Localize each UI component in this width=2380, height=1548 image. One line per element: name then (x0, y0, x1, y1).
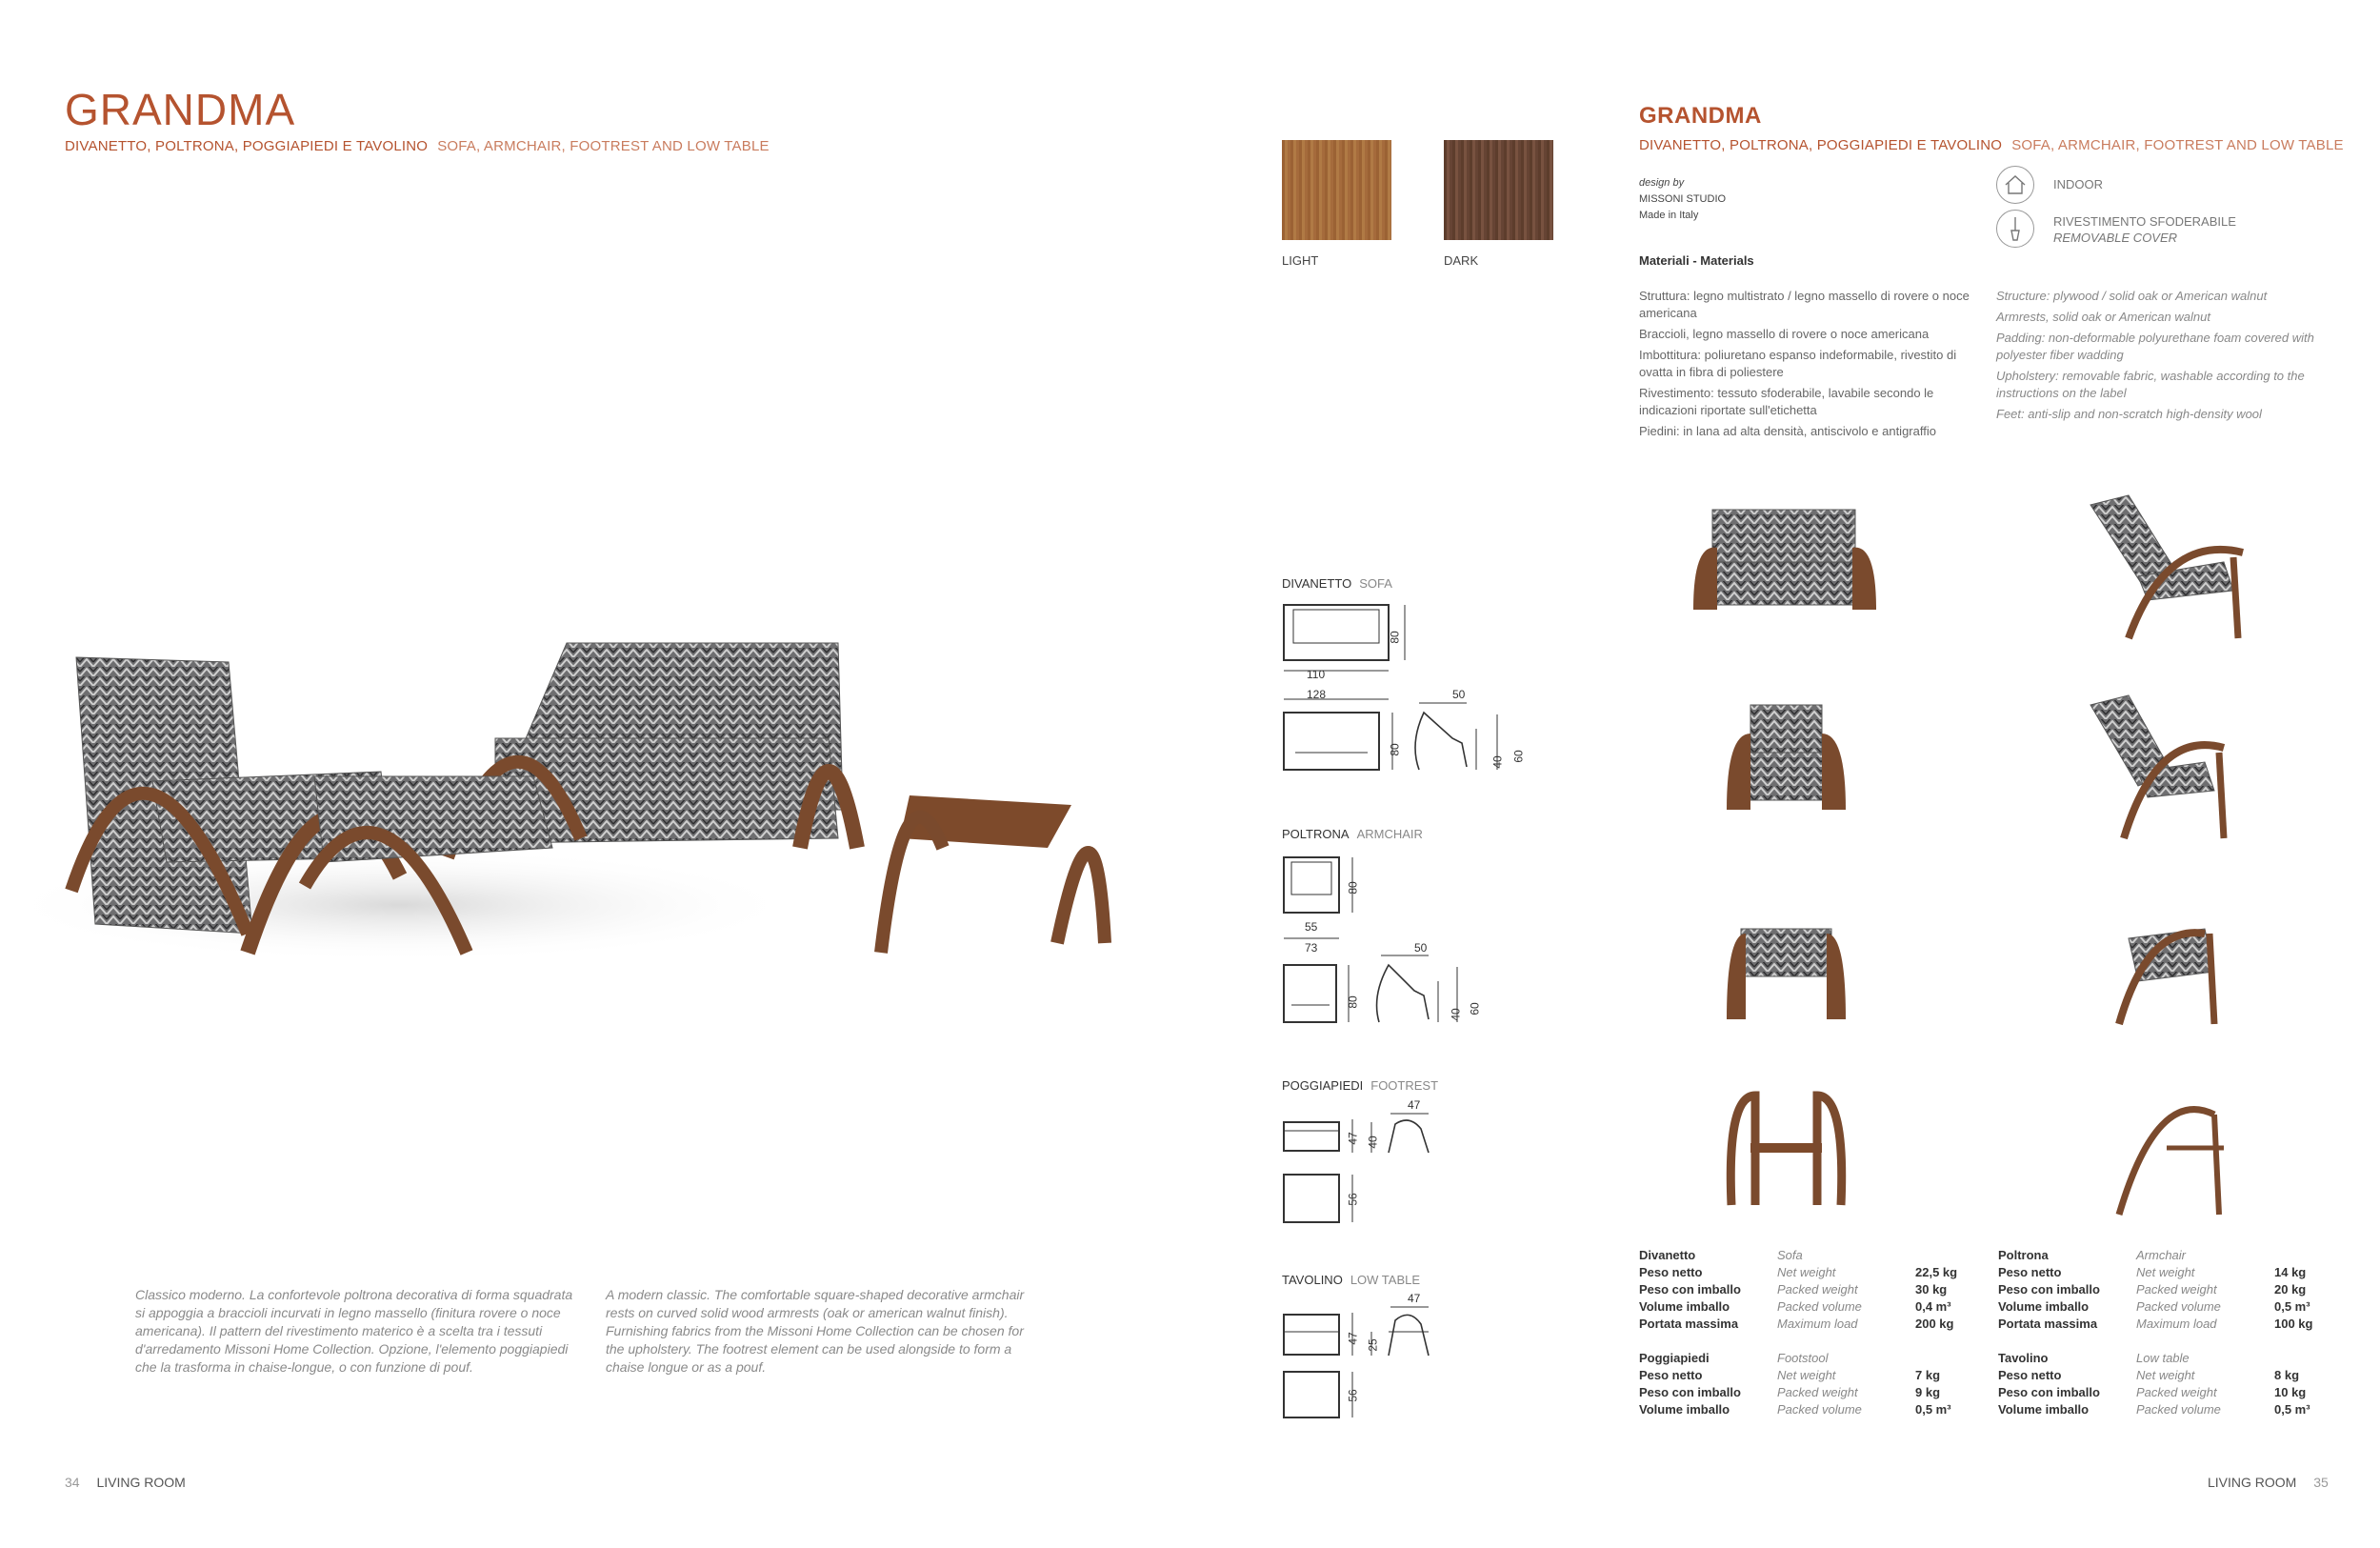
packed-label-en: Packed weight (2136, 1282, 2217, 1297)
load-label-en: Maximum load (2136, 1317, 2217, 1331)
dim-footrest-h-side: 40 (1366, 1136, 1380, 1149)
hero-product-photo (0, 533, 1200, 1067)
section-label-right: LIVING ROOM (2208, 1475, 2297, 1490)
material-en: Armrests, solid oak or American walnut (1996, 310, 2210, 324)
thumb-armchair-front (1674, 681, 1895, 848)
net-label-en: Net weight (1777, 1368, 1836, 1382)
volume-label-en: Packed volume (1777, 1299, 1862, 1314)
drawing-title-it: TAVOLINO (1282, 1273, 1343, 1287)
packed-label-en: Packed weight (1777, 1385, 1858, 1399)
volume-value: 0,5 m³ (2274, 1299, 2310, 1314)
volume-value: 0,4 m³ (1915, 1299, 1951, 1314)
dim-sofa-h-top: 80 (1388, 631, 1402, 644)
dim-armchair-h-front: 80 (1346, 995, 1360, 1009)
brush-icon (1996, 210, 2034, 248)
material-it: Piedini: in lana ad alta densità, antiscivolo e antigraffio (1639, 424, 1936, 438)
subtitle-en: SOFA, ARMCHAIR, FOOTREST AND LOW TABLE (437, 138, 770, 154)
dim-table-w-top: 56 (1346, 1389, 1360, 1402)
weights-sofa (1639, 1247, 1957, 1333)
dim-sofa-seat: 40 (1490, 755, 1505, 769)
material-it: Rivestimento: tessuto sfoderabile, lavabile secondo le indicazioni riportate sull'etichetta (1639, 386, 1934, 417)
materials-list-en (1996, 288, 2320, 423)
thumb-table-side (2052, 1067, 2273, 1234)
dim-armchair-h-side: 60 (1468, 1002, 1482, 1015)
house-icon (1996, 166, 2034, 204)
dim-armchair-w-outer: 73 (1305, 941, 1318, 955)
volume-label-en: Packed volume (2136, 1402, 2221, 1417)
packed-label: Peso con imballo (1639, 1385, 1741, 1399)
load-value: 200 kg (1915, 1317, 1954, 1331)
load-label: Portata massima (1998, 1317, 2098, 1331)
material-en: Padding: non-deformable polyurethane foam covered with polyester fiber wadding (1996, 331, 2314, 362)
left-page-subtitle (65, 138, 770, 154)
net-value: 7 kg (1915, 1368, 1941, 1382)
volume-label: Volume imballo (1639, 1402, 1730, 1417)
drawing-title-en: FOOTREST (1370, 1078, 1439, 1093)
description-english: A modern classic. The comfortable square-shaped decorative armchair rests on curved solid wood armrests (oak or american walnut finish). Furnishing fabrics from the Missoni Home Collection can be chosen for the upholstery. The footrest element can be used alongside to form a chaise longue or as a pouf. (606, 1287, 1025, 1375)
material-en: Upholstery: removable fabric, washable according to the instructions on the label (1996, 369, 2305, 400)
dim-footrest-depth: 47 (1408, 1098, 1421, 1112)
weights-low-table (1998, 1350, 2310, 1418)
page-number-right: 35 (2313, 1475, 2329, 1490)
thumb-table-front (1674, 1067, 1895, 1234)
design-by-label: design by (1639, 177, 1685, 189)
dim-table-depth: 47 (1408, 1292, 1421, 1305)
volume-value: 0,5 m³ (2274, 1402, 2310, 1417)
weights-footstool (1639, 1350, 1951, 1418)
dim-armchair-w-inner: 55 (1305, 920, 1318, 934)
feature-removable-cover (1996, 210, 2034, 248)
net-label-en: Net weight (2136, 1265, 2195, 1279)
feature-cover-label-it: RIVESTIMENTO SFODERABILE (2053, 214, 2236, 229)
net-value: 22,5 kg (1915, 1265, 1958, 1279)
net-label-en: Net weight (1777, 1265, 1836, 1279)
product-name: Poggiapiedi (1639, 1351, 1710, 1365)
right-page-title: GRANDMA (1639, 103, 1762, 129)
product-name: Poltrona (1998, 1248, 2049, 1262)
packed-label: Peso con imballo (1998, 1385, 2100, 1399)
product-name-en: Sofa (1777, 1248, 1803, 1262)
packed-label: Peso con imballo (1998, 1282, 2100, 1297)
drawing-title-en: SOFA (1359, 576, 1392, 591)
net-label: Peso netto (1639, 1265, 1703, 1279)
packed-value: 10 kg (2274, 1385, 2307, 1399)
dim-footrest-w-top: 56 (1346, 1193, 1360, 1206)
thumb-armchair-side (2052, 681, 2273, 848)
volume-label: Volume imballo (1639, 1299, 1730, 1314)
page-number-left: 34 (65, 1475, 80, 1490)
subtitle-it: DIVANETTO, POLTRONA, POGGIAPIEDI E TAVOLINO (1639, 137, 2003, 153)
swatch-light (1282, 140, 1391, 240)
dim-sofa-depth: 50 (1452, 688, 1466, 701)
swatch-dark-label: DARK (1444, 253, 1479, 268)
design-credit (1639, 175, 1726, 224)
left-footer (65, 1475, 186, 1490)
subtitle-it: DIVANETTO, POLTRONA, POGGIAPIEDI E TAVOLINO (65, 138, 429, 154)
volume-label-en: Packed volume (1777, 1402, 1862, 1417)
product-name: Divanetto (1639, 1248, 1696, 1262)
drawing-title-armchair (1282, 827, 1423, 841)
volume-value: 0,5 m³ (1915, 1402, 1951, 1417)
drawing-title-en: ARMCHAIR (1356, 827, 1423, 841)
dim-sofa-h-front: 80 (1388, 743, 1402, 756)
swatch-light-label: LIGHT (1282, 253, 1319, 268)
drawing-title-table (1282, 1273, 1420, 1287)
thumb-footrest-side (2052, 886, 2273, 1053)
subtitle-en: SOFA, ARMCHAIR, FOOTREST AND LOW TABLE (2011, 137, 2344, 153)
packed-label-en: Packed weight (1777, 1282, 1858, 1297)
dim-sofa-h-side: 60 (1511, 750, 1526, 763)
dim-armchair-seat: 40 (1449, 1008, 1463, 1021)
drawing-title-en: LOW TABLE (1350, 1273, 1421, 1287)
right-page-subtitle (1639, 137, 2344, 153)
feature-cover-label-en: REMOVABLE COVER (2053, 231, 2178, 245)
weights-armchair (1998, 1247, 2312, 1333)
packed-value: 20 kg (2274, 1282, 2307, 1297)
thumb-sofa-front (1674, 486, 1895, 653)
volume-label: Volume imballo (1998, 1402, 2090, 1417)
drawing-title-sofa (1282, 576, 1392, 591)
made-in-italy: Made in Italy (1639, 210, 1699, 221)
load-label: Portata massima (1639, 1317, 1739, 1331)
drawing-title-it: POLTRONA (1282, 827, 1350, 841)
left-page-title: GRANDMA (65, 85, 296, 134)
right-footer (2208, 1475, 2329, 1490)
packed-label: Peso con imballo (1639, 1282, 1741, 1297)
drawing-title-it: POGGIAPIEDI (1282, 1078, 1364, 1093)
designer-name: MISSONI STUDIO (1639, 193, 1727, 205)
swatch-dark (1444, 140, 1553, 240)
product-name-en: Footstool (1777, 1351, 1829, 1365)
load-value: 100 kg (2274, 1317, 2313, 1331)
product-name-en: Low table (2136, 1351, 2190, 1365)
net-label-en: Net weight (2136, 1368, 2195, 1382)
volume-label: Volume imballo (1998, 1299, 2090, 1314)
material-it: Struttura: legno multistrato / legno massello di rovere o noce americana (1639, 289, 1970, 320)
dim-armchair-h-top: 80 (1346, 881, 1360, 895)
section-label-left: LIVING ROOM (96, 1475, 186, 1490)
material-en: Feet: anti-slip and non-scratch high-density wool (1996, 407, 2262, 421)
packed-value: 9 kg (1915, 1385, 1941, 1399)
table-drawing (1276, 1303, 1467, 1427)
material-it: Imbottitura: poliuretano espanso indeformabile, rivestito di ovatta in fibra di poliestere (1639, 348, 1957, 379)
thumb-sofa-side (2052, 486, 2273, 653)
dim-armchair-depth: 50 (1414, 941, 1428, 955)
net-value: 14 kg (2274, 1265, 2307, 1279)
materials-list-it (1639, 288, 1972, 440)
material-en: Structure: plywood / solid oak or American walnut (1996, 289, 2268, 303)
materials-heading: Materiali - Materials (1639, 253, 1754, 268)
dim-sofa-w-outer: 128 (1307, 688, 1327, 701)
dim-footrest-h-front: 47 (1346, 1132, 1360, 1145)
feature-removable-cover-text (2053, 213, 2236, 246)
dim-table-h-front: 47 (1346, 1332, 1360, 1345)
drawing-title-footrest (1282, 1078, 1438, 1093)
feature-indoor-label: INDOOR (2053, 177, 2103, 191)
thumb-footrest-front (1674, 886, 1895, 1053)
dim-table-h-side: 25 (1366, 1338, 1380, 1352)
description-italian: Classico moderno. La confortevole poltrona decorativa di forma squadrata si appoggia a braccioli incurvati in legno massello (finitura rovere o noce americana). Il pattern del rivestimento materico è a scelta tra i tessuti d'arredamento Missoni Home Collection. Opzione, l'elemento poggiapiedi che la trasforma in chaise-longue, o con funzione di pouf. (135, 1287, 573, 1375)
net-label: Peso netto (1639, 1368, 1703, 1382)
net-label: Peso netto (1998, 1265, 2062, 1279)
product-name: Tavolino (1998, 1351, 2049, 1365)
product-name-en: Armchair (2136, 1248, 2187, 1262)
packed-value: 30 kg (1915, 1282, 1948, 1297)
material-it: Braccioli, legno massello di rovere o noce americana (1639, 327, 1930, 341)
volume-label-en: Packed volume (2136, 1299, 2221, 1314)
footrest-drawing (1276, 1110, 1467, 1234)
load-label-en: Maximum load (1777, 1317, 1858, 1331)
net-label: Peso netto (1998, 1368, 2062, 1382)
packed-label-en: Packed weight (2136, 1385, 2217, 1399)
dim-sofa-w-inner: 110 (1307, 668, 1326, 681)
feature-indoor (1996, 166, 2034, 204)
drawing-title-it: DIVANETTO (1282, 576, 1352, 591)
net-value: 8 kg (2274, 1368, 2300, 1382)
